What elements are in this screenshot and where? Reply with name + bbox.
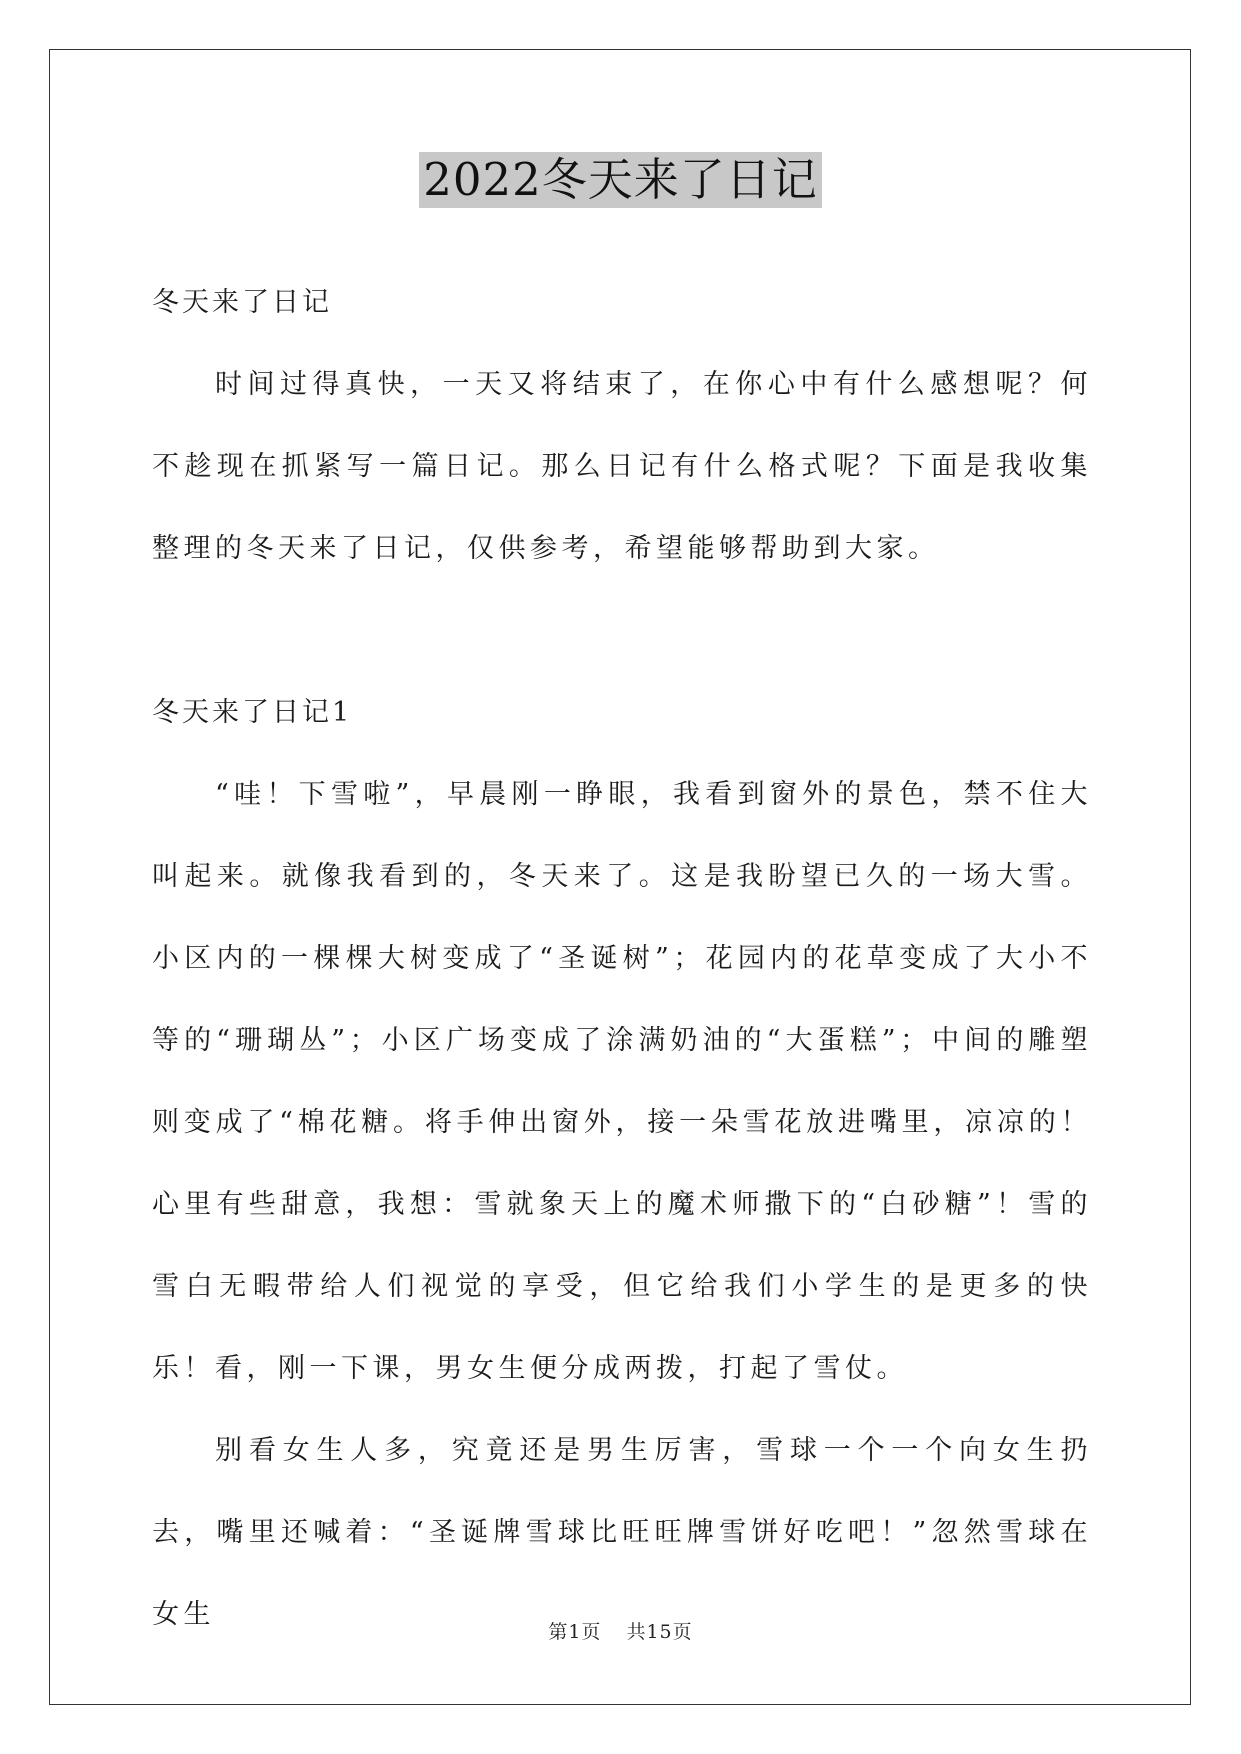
page-footer: [0, 1617, 1241, 1644]
section-heading: 冬天来了日记1: [152, 697, 353, 728]
page-total: 共15页: [626, 1621, 693, 1643]
document-body: [152, 262, 1092, 1656]
intro-paragraph: 时间过得真快，一天又将结束了，在你心中有什么感想呢？何不趁现在抓紧写一篇日记。那么日记有什么格式呢？下面是我收集整理的冬天来了日记，仅供参考，希望能够帮助到大家。: [152, 369, 1092, 564]
page-number: 第1页: [548, 1621, 602, 1643]
subtitle: 冬天来了日记: [152, 287, 332, 318]
section-spacer: [152, 590, 1092, 672]
body-paragraph-1: “哇！下雪啦”，早晨刚一睁眼，我看到窗外的景色，禁不住大叫起来。就像我看到的，冬天来了。这是我盼望已久的一场大雪。小区内的一棵棵大树变成了“圣诞树”；花园内的花草变成了大小不等的“珊瑚丛”；小区广场变成了涂满奶油的“大蛋糕”；中间的雕塑则变成了“棉花糖。将手伸出窗外，接一朵雪花放进嘴里，凉凉的！心里有些甜意，我想：雪就象天上的魔术师撒下的“白砂糖”！雪的雪白无暇带给人们视觉的享受，但它给我们小学生的是更多的快乐！看，刚一下课，男女生便分成两拨，打起了雪仗。: [152, 779, 1092, 1384]
document-title: [0, 152, 1241, 208]
body-paragraph-2: 别看女生人多，究竟还是男生厉害，雪球一个一个向女生扔去，嘴里还喊着：“圣诞牌雪球比旺旺牌雪饼好吃吧！”忽然雪球在女生: [152, 1435, 1092, 1630]
document-title-text: 2022冬天来了日记: [419, 152, 822, 208]
